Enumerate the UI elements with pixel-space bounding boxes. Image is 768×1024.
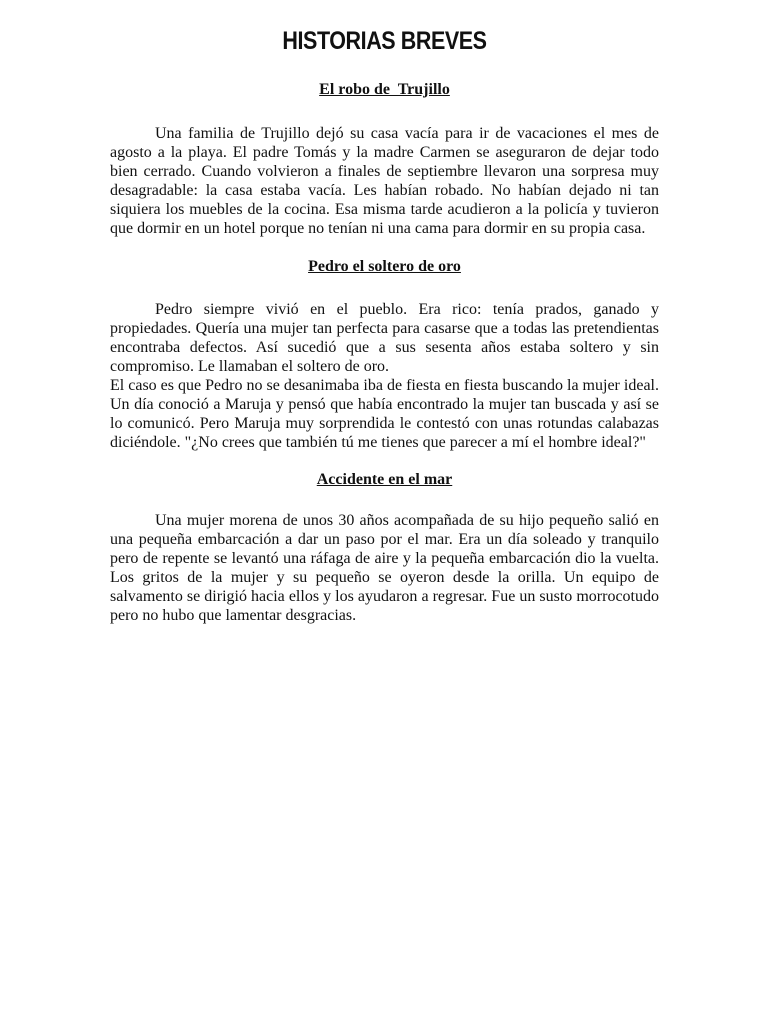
section-heading-accidente-mar: Accidente en el mar xyxy=(316,471,453,488)
section-heading-robo-trujillo: El robo de Trujillo xyxy=(319,81,450,98)
paragraph-pedro-soltero-2: El caso es que Pedro no se desanimaba iba de fiesta en fiesta buscando la mujer ideal. Un día conoció a Maruja y pensó que había encontrado la mujer tan buscada y así se lo comunicó. Pero Maruja muy sorprendida le contestó con unas rotundas calabazas diciéndole. "¿No crees que también tú me tienes que parecer a mí el hombre ideal?" xyxy=(110,377,659,451)
paragraph-accidente-mar: Una mujer morena de unos 30 años acompañada de su hijo pequeño salió en una pequeña embarcación a dar un paso por el mar. Era un día soleado y tranquilo pero de repente se levantó una ráfaga de aire y la pequeña embarcación dio la vuelta. Los gritos de la mujer y su pequeño se oyeron desde la orilla. Un equipo de salvamento se dirigió hacia ellos y los ayudaron a regresar. Fue un susto morrocotudo pero no hubo que lamentar desgracias. xyxy=(110,512,659,624)
paragraph-robo-trujillo: Una familia de Trujillo dejó su casa vacía para ir de vacaciones el mes de agosto a la playa. El padre Tomás y la madre Carmen se aseguraron de dejar todo bien cerrado. Cuando volvieron a finales de septiembre llevaron una sorpresa muy desagradable: la casa estaba vacía. Les habían robado. No habían dejado ni tan siquiera los muebles de la cocina. Esa misma tarde acudieron a la policía y tuvieron que dormir en un hotel porque no tenían ni una cama para dormir en su propia casa. xyxy=(110,125,659,237)
paragraph-pedro-soltero-1: Pedro siempre vivió en el pueblo. Era rico: tenía prados, ganado y propiedades. Quería una mujer tan perfecta para casarse que a todas las pretendientas encontraba defectos. Así sucedió que a sus sesenta años estaba soltero y sin compromiso. Le llamaban el soltero de oro. xyxy=(110,301,659,375)
section-heading-pedro-soltero: Pedro el soltero de oro xyxy=(308,258,461,275)
document-title: HISTORIAS BREVES xyxy=(282,27,487,55)
document-page xyxy=(110,24,659,625)
